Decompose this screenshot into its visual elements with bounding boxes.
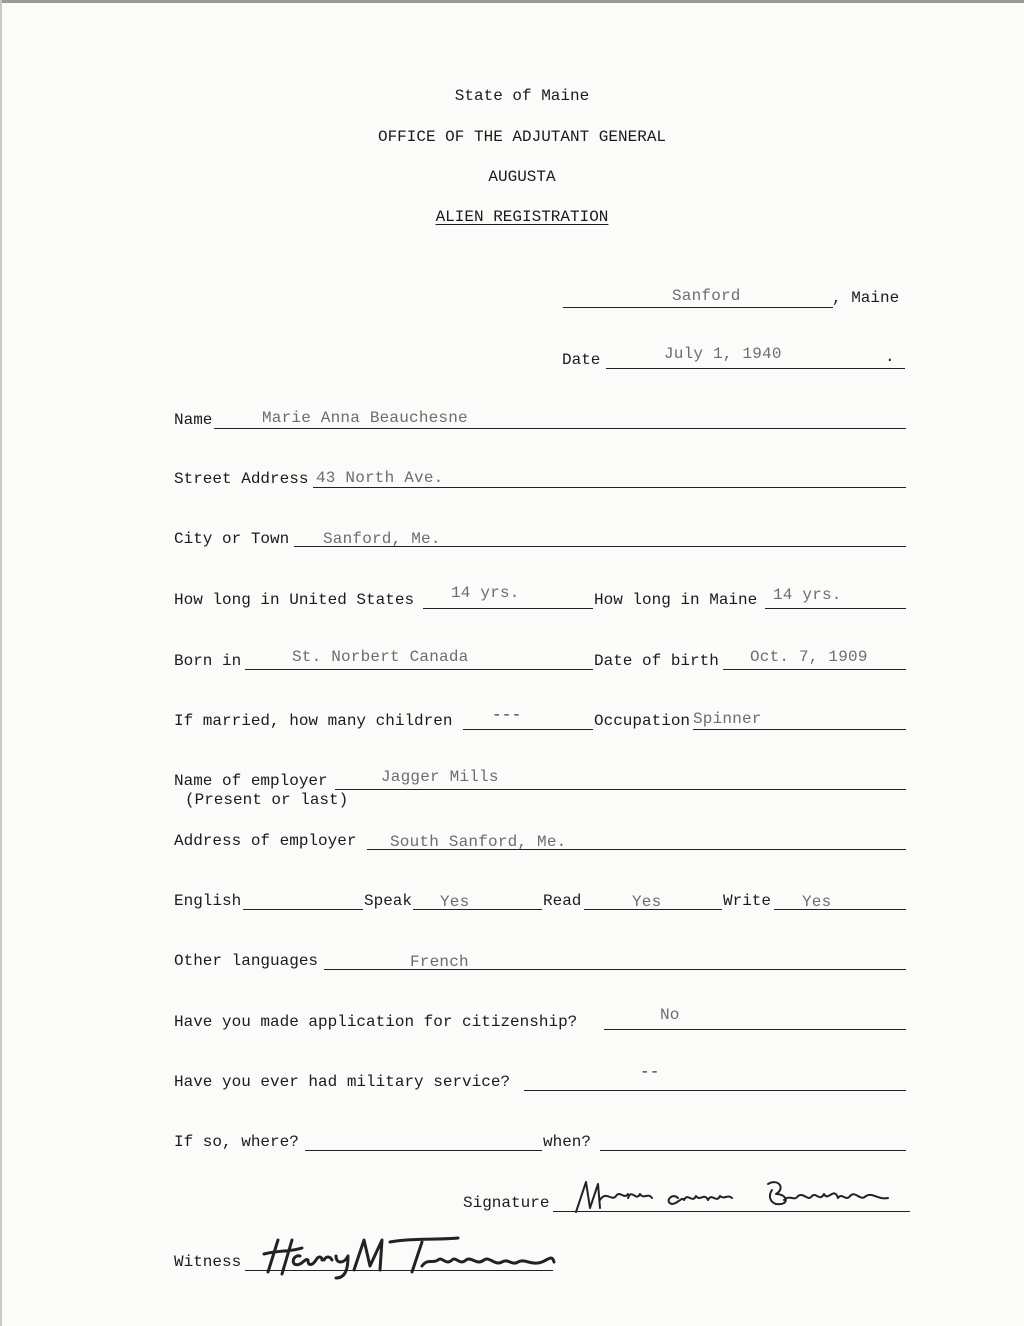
signature-label: Signature (463, 1194, 550, 1212)
witness-label: Witness (174, 1253, 242, 1271)
employer-sublabel: (Present or last) (185, 791, 349, 809)
other-languages-label: Other languages (174, 952, 319, 970)
read-label: Read (543, 892, 582, 910)
military-label: Have you ever had military service? (174, 1073, 511, 1091)
town-line (563, 307, 833, 308)
speak-label: Speak (364, 892, 413, 910)
dob-label: Date of birth (594, 652, 719, 670)
children-line (463, 729, 593, 730)
speak-value: Yes (440, 893, 470, 911)
state-heading: State of Maine (454, 87, 590, 105)
us-years-line (423, 608, 593, 609)
name-value: Marie Anna Beauchesne (262, 409, 468, 427)
dob-value: Oct. 7, 1909 (750, 648, 868, 666)
city-label: City or Town (174, 530, 290, 548)
form-title: ALIEN REGISTRATION (435, 208, 609, 226)
born-label: Born in (174, 652, 242, 670)
applicant-signature (572, 1178, 908, 1220)
other-languages-value: French (410, 953, 469, 971)
english-label: English (174, 892, 242, 910)
born-line (245, 669, 593, 670)
date-label: Date (562, 351, 601, 369)
military-line (524, 1090, 906, 1091)
citizenship-label: Have you made application for citizenship? (174, 1013, 578, 1031)
us-years-value: 14 yrs. (451, 584, 520, 602)
write-line (774, 909, 906, 910)
name-label: Name (174, 411, 213, 429)
maine-years-label: How long in Maine (594, 591, 758, 609)
occupation-value: Spinner (693, 710, 762, 728)
maine-years-value: 14 yrs. (773, 586, 842, 604)
date-line (606, 368, 905, 369)
employer-label: Name of employer (174, 772, 328, 790)
city-value: Sanford, Me. (323, 530, 441, 548)
town-value: Sanford (672, 287, 741, 305)
when-label: when? (543, 1133, 592, 1151)
city-heading: AUGUSTA (488, 168, 556, 186)
employer-address-label: Address of employer (174, 832, 357, 850)
where-line (305, 1150, 542, 1151)
military-value: -- (640, 1063, 660, 1081)
children-value: --- (492, 706, 522, 724)
office-heading: OFFICE OF THE ADJUTANT GENERAL (377, 128, 667, 146)
street-label: Street Address (174, 470, 309, 488)
maine-years-line (765, 608, 906, 609)
date-value: July 1, 1940 (664, 345, 782, 363)
children-label: If married, how many children (174, 712, 453, 730)
employer-address-value: South Sanford, Me. (390, 833, 567, 851)
citizenship-value: No (660, 1006, 680, 1024)
read-value: Yes (632, 893, 662, 911)
born-value: St. Norbert Canada (292, 648, 469, 666)
when-line (600, 1150, 906, 1151)
write-value: Yes (802, 893, 832, 911)
speak-line (413, 909, 542, 910)
citizenship-line (604, 1029, 906, 1030)
occupation-line (693, 729, 906, 730)
witness-signature (262, 1232, 562, 1284)
where-label: If so, where? (174, 1133, 299, 1151)
employer-line (335, 789, 906, 790)
write-label: Write (723, 892, 772, 910)
occupation-label: Occupation (594, 712, 691, 730)
name-line (214, 428, 906, 429)
scan-edge-top (0, 0, 1024, 3)
english-line (243, 909, 363, 910)
us-years-label: How long in United States (174, 591, 415, 609)
scan-edge-left (0, 0, 2, 1326)
street-value: 43 North Ave. (316, 469, 444, 487)
date-period: . (885, 348, 895, 366)
employer-value: Jagger Mills (381, 768, 499, 786)
dob-line (723, 669, 906, 670)
state-label: , Maine (832, 289, 900, 307)
street-line (313, 487, 906, 488)
